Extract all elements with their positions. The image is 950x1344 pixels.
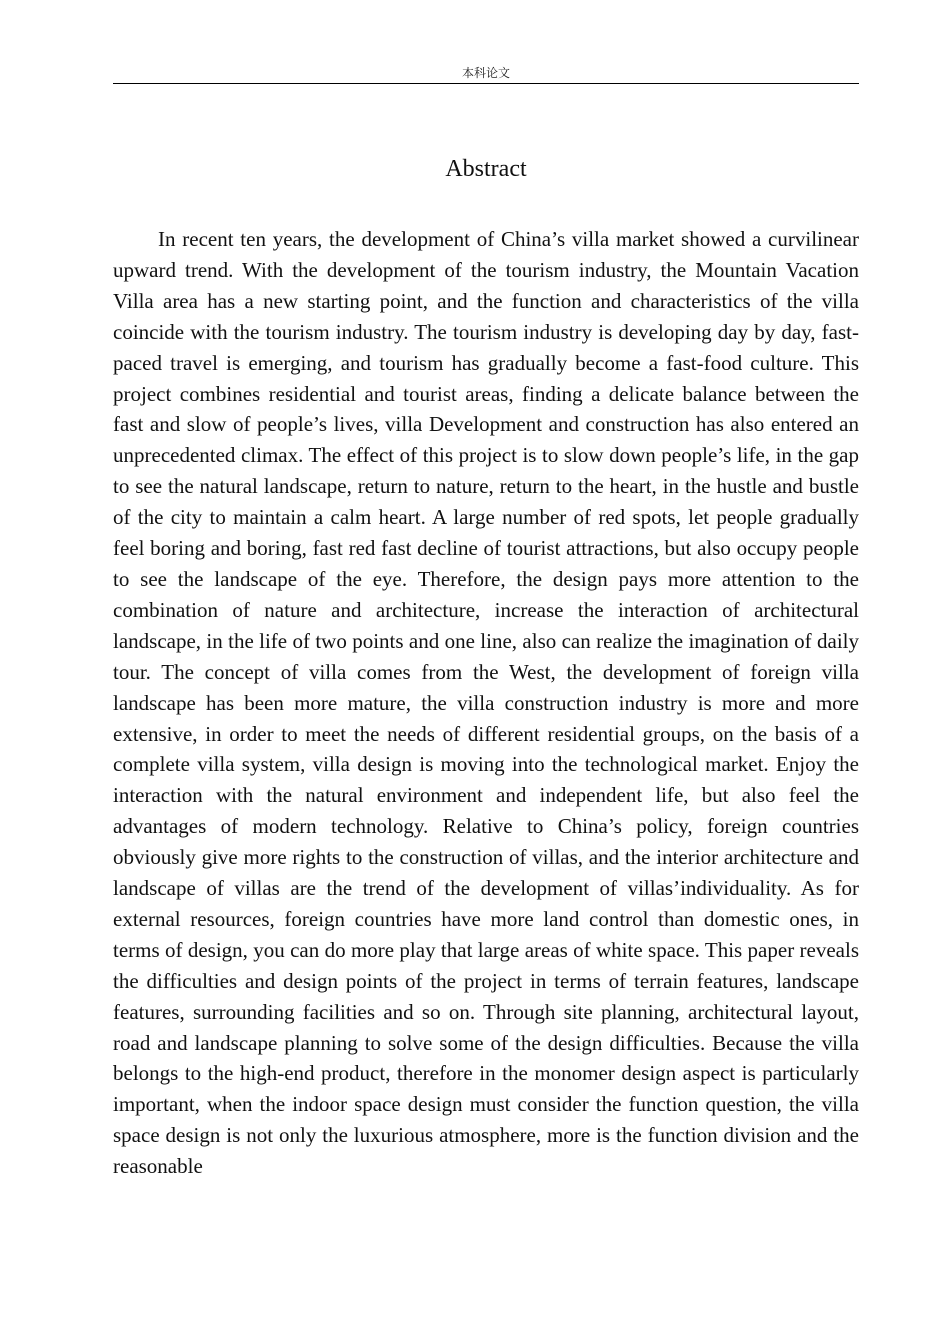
running-header: 本科论文 [461, 66, 510, 80]
abstract-body: In recent ten years, the development of China’s villa market showed a curvilinear upward trend. With the development of the tourism industry, the Mountain Vacation Villa area has a new starting point, and the function and characteristics of the villa coincide with the tourism industry. The tourism industry is developing day by day, fast-paced travel is emerging, and tourism has gradually become a fast-food culture. This project combines residential and tourist areas, finding a delicate balance between the fast and slow of people’s lives, villa Development and construction has also entered an unprecedented climax. The effect of this project is to slow down people’s life, in the gap to see the natural landscape, return to nature, return to the heart, in the hustle and bustle of the city to maintain a calm heart. A large number of red spots, let people gradually feel boring and boring, fast red fast decline of tourist attractions, but also occupy people to see the landscape of the eye. Therefore, the design pays more attention to the combination of nature and architecture, increase the interaction of architectural landscape, in the life of two points and one line, also can realize the imagination of daily tour. The concept of villa comes from the West, the development of foreign villa landscape has been more mature, the villa construction industry is more and more extensive, in order to meet the needs of different residential groups, on the basis of a complete villa system, villa design is moving into the technological market. Enjoy the interaction with the natural environment and independent life, but also feel the advantages of modern technology. Relative to China’s policy, foreign countries obviously give more rights to the construction of villas, and the interior architecture and landscape of villas are the trend of the development of villas’individuality. As for external resources, foreign countries have more land control than domestic ones, in terms of design, you can do more play that large areas of white space. This paper reveals the difficulties and design points of the project in terms of terrain features, landscape features, surrounding facilities and so on. Through site planning, architectural layout, road and landscape planning to solve some of the design difficulties. Because the villa belongs to the high-end product, therefore in the monomer design aspect is particularly important, when the indoor space design must consider the function question, the villa space design is not only the luxurious atmosphere, more is the function division and the reasonable [113, 227, 859, 1179]
header-rule [113, 83, 859, 84]
abstract-heading: Abstract [445, 156, 527, 182]
